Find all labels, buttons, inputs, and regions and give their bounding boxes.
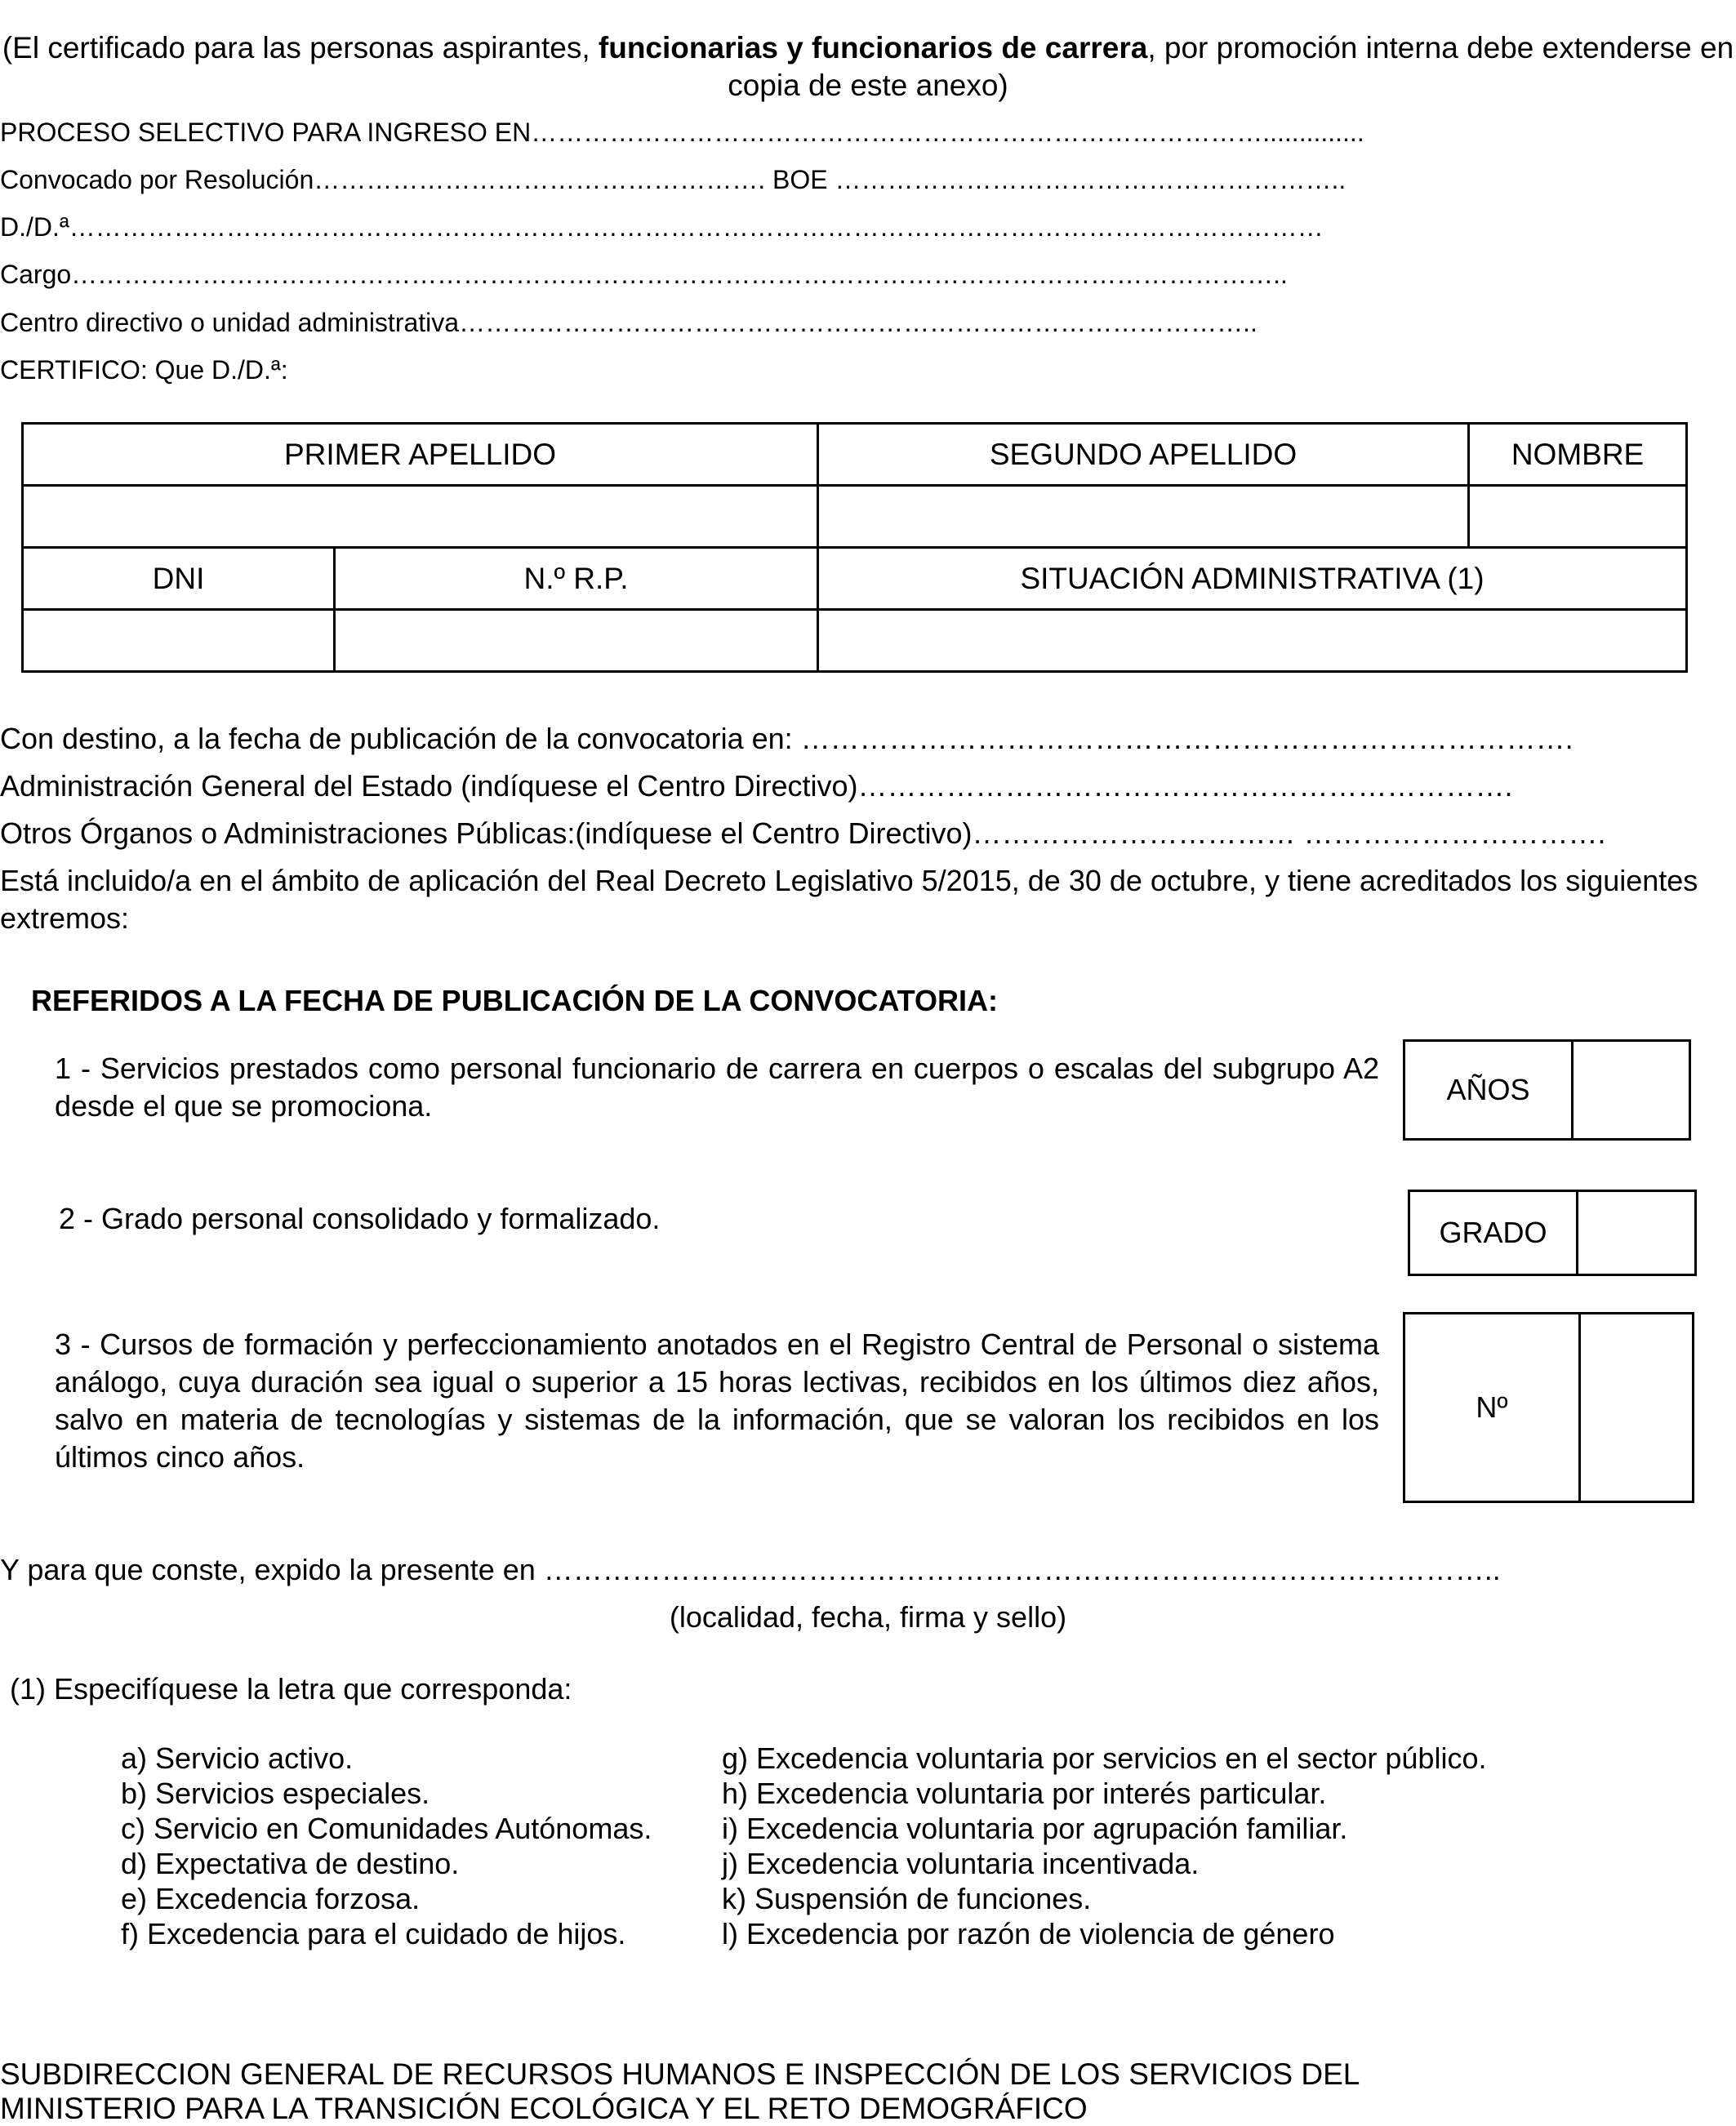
destino-line-4a: Está incluido/a en el ámbito de aplicación del Real Decreto Legislativo 5/2015, de 30 de octubre, y tiene acreditados los siguientes [0, 864, 1698, 897]
cell-nrp[interactable] [335, 610, 818, 672]
footer-ministry [0, 2057, 1360, 2126]
destino-line-3: Otros Órganos o Administraciones Públicas:(indíquese el Centro Directivo)…………………………… …………………………. [0, 816, 1606, 850]
list-item: c) Servicio en Comunidades Autónomas. [121, 1812, 652, 1845]
item-1-text: 1 - Servicios prestados como personal funcionario de carrera en cuerpos o escalas del subgrupo A2 desde el que se promociona. [55, 1052, 1379, 1123]
box-anos-label: AÑOS [1404, 1041, 1573, 1140]
header-primer-apellido: PRIMER APELLIDO [23, 424, 818, 486]
list-item: d) Expectativa de destino. [121, 1847, 460, 1880]
intro-line-1 [0, 29, 1736, 67]
box-numero-value[interactable] [1580, 1314, 1694, 1502]
intro-prefix: (El certificado para las personas aspirantes, [2, 31, 599, 64]
list-item: k) Suspensión de funciones. [722, 1882, 1092, 1915]
box-anos-value[interactable] [1573, 1041, 1690, 1140]
intro-line-2: copia de este anexo) [728, 69, 1008, 102]
intro-note [0, 29, 1736, 105]
cell-primer-apellido[interactable] [23, 486, 818, 548]
list-item: g) Excedencia voluntaria por servicios en el sector público. [722, 1741, 1487, 1775]
list-item: f) Excedencia para el cuidado de hijos. [121, 1917, 626, 1950]
cell-dni[interactable] [23, 610, 335, 672]
cell-situacion[interactable] [818, 610, 1687, 672]
box-grado [1408, 1190, 1697, 1276]
list-item: b) Servicios especiales. [121, 1777, 430, 1810]
box-anos [1403, 1039, 1691, 1141]
nota-right-list [722, 1741, 1486, 1951]
list-item: j) Excedencia voluntaria incentivada. [722, 1847, 1200, 1880]
footer-line-1: SUBDIRECCION GENERAL DE RECURSOS HUMANOS E INSPECCIÓN DE LOS SERVICIOS DEL [0, 2057, 1360, 2091]
cell-segundo-apellido[interactable] [818, 486, 1469, 548]
box-numero [1403, 1312, 1694, 1503]
header-situacion: SITUACIÓN ADMINISTRATIVA (1) [818, 548, 1687, 610]
expido-line: Y para que conste, expido la presente en …………………………………………………………………………………….. [0, 1553, 1501, 1586]
nota-left-list [121, 1741, 652, 1951]
header-nombre: NOMBRE [1469, 424, 1687, 486]
localidad-line: (localidad, fecha, firma y sello) [669, 1600, 1067, 1634]
identity-table [21, 422, 1688, 673]
list-item: a) Servicio activo. [121, 1741, 354, 1775]
list-item: l) Excedencia por razón de violencia de género [722, 1917, 1335, 1950]
destino-line-2: Administración General del Estado (indíquese el Centro Directivo)…………………………………………………………. [0, 769, 1513, 803]
box-grado-value[interactable] [1578, 1191, 1696, 1275]
field-dd: D./D.ª……………………………………………………………………………………………………………………………… [0, 212, 1324, 242]
field-certifico: CERTIFICO: Que D./D.ª: [0, 355, 288, 385]
nota-title: (1) Especifíquese la letra que corresponda: [10, 1672, 572, 1706]
destino-line-4b: extremos: [0, 901, 130, 935]
field-cargo: Cargo………………………………………………………………………………………………………………………….. [0, 260, 1288, 289]
box-numero-label: Nº [1404, 1314, 1580, 1502]
header-segundo-apellido: SEGUNDO APELLIDO [818, 424, 1469, 486]
footer-line-2: MINISTERIO PARA LA TRANSICIÓN ECOLÓGICA Y EL RETO DEMOGRÁFICO [0, 2092, 1088, 2125]
field-centro: Centro directivo o unidad administrativa……………………………………………………………………………….. [0, 308, 1257, 337]
item-3-text: 3 - Cursos de formación y perfeccionamiento anotados en el Registro Central de Personal o sistema análogo, cuya duración sea igual o superior a 15 horas lectivas, recibidos en los últimos diez años, salvo en materia de tecnologías y sistemas de la información, que se valoran los recibidos en los últimos cinco años. [55, 1328, 1379, 1474]
cell-nombre[interactable] [1469, 486, 1687, 548]
field-proceso: PROCESO SELECTIVO PARA INGRESO EN………………………………………………………………………….............. [0, 118, 1364, 147]
list-item: e) Excedencia forzosa. [121, 1882, 421, 1915]
intro-suffix: , por promoción interna debe extenderse en [1147, 31, 1734, 64]
list-item: i) Excedencia voluntaria por agrupación familiar. [722, 1812, 1348, 1845]
item-2-text: 2 - Grado personal consolidado y formalizado. [59, 1202, 661, 1235]
field-convocado: Convocado por Resolución……………………………………………. BOE ………………………………………………….. [0, 165, 1347, 194]
referidos-heading: REFERIDOS A LA FECHA DE PUBLICACIÓN DE LA CONVOCATORIA: [31, 984, 999, 1017]
header-nrp: N.º R.P. [335, 548, 818, 610]
box-grado-label: GRADO [1409, 1191, 1578, 1275]
intro-bold: funcionarias y funcionarios de carrera [598, 31, 1148, 64]
list-item: h) Excedencia voluntaria por interés particular. [722, 1777, 1327, 1810]
header-dni: DNI [23, 548, 335, 610]
destino-line-1: Con destino, a la fecha de publicación de la convocatoria en: ……………………………………………………………………. [0, 722, 1574, 755]
